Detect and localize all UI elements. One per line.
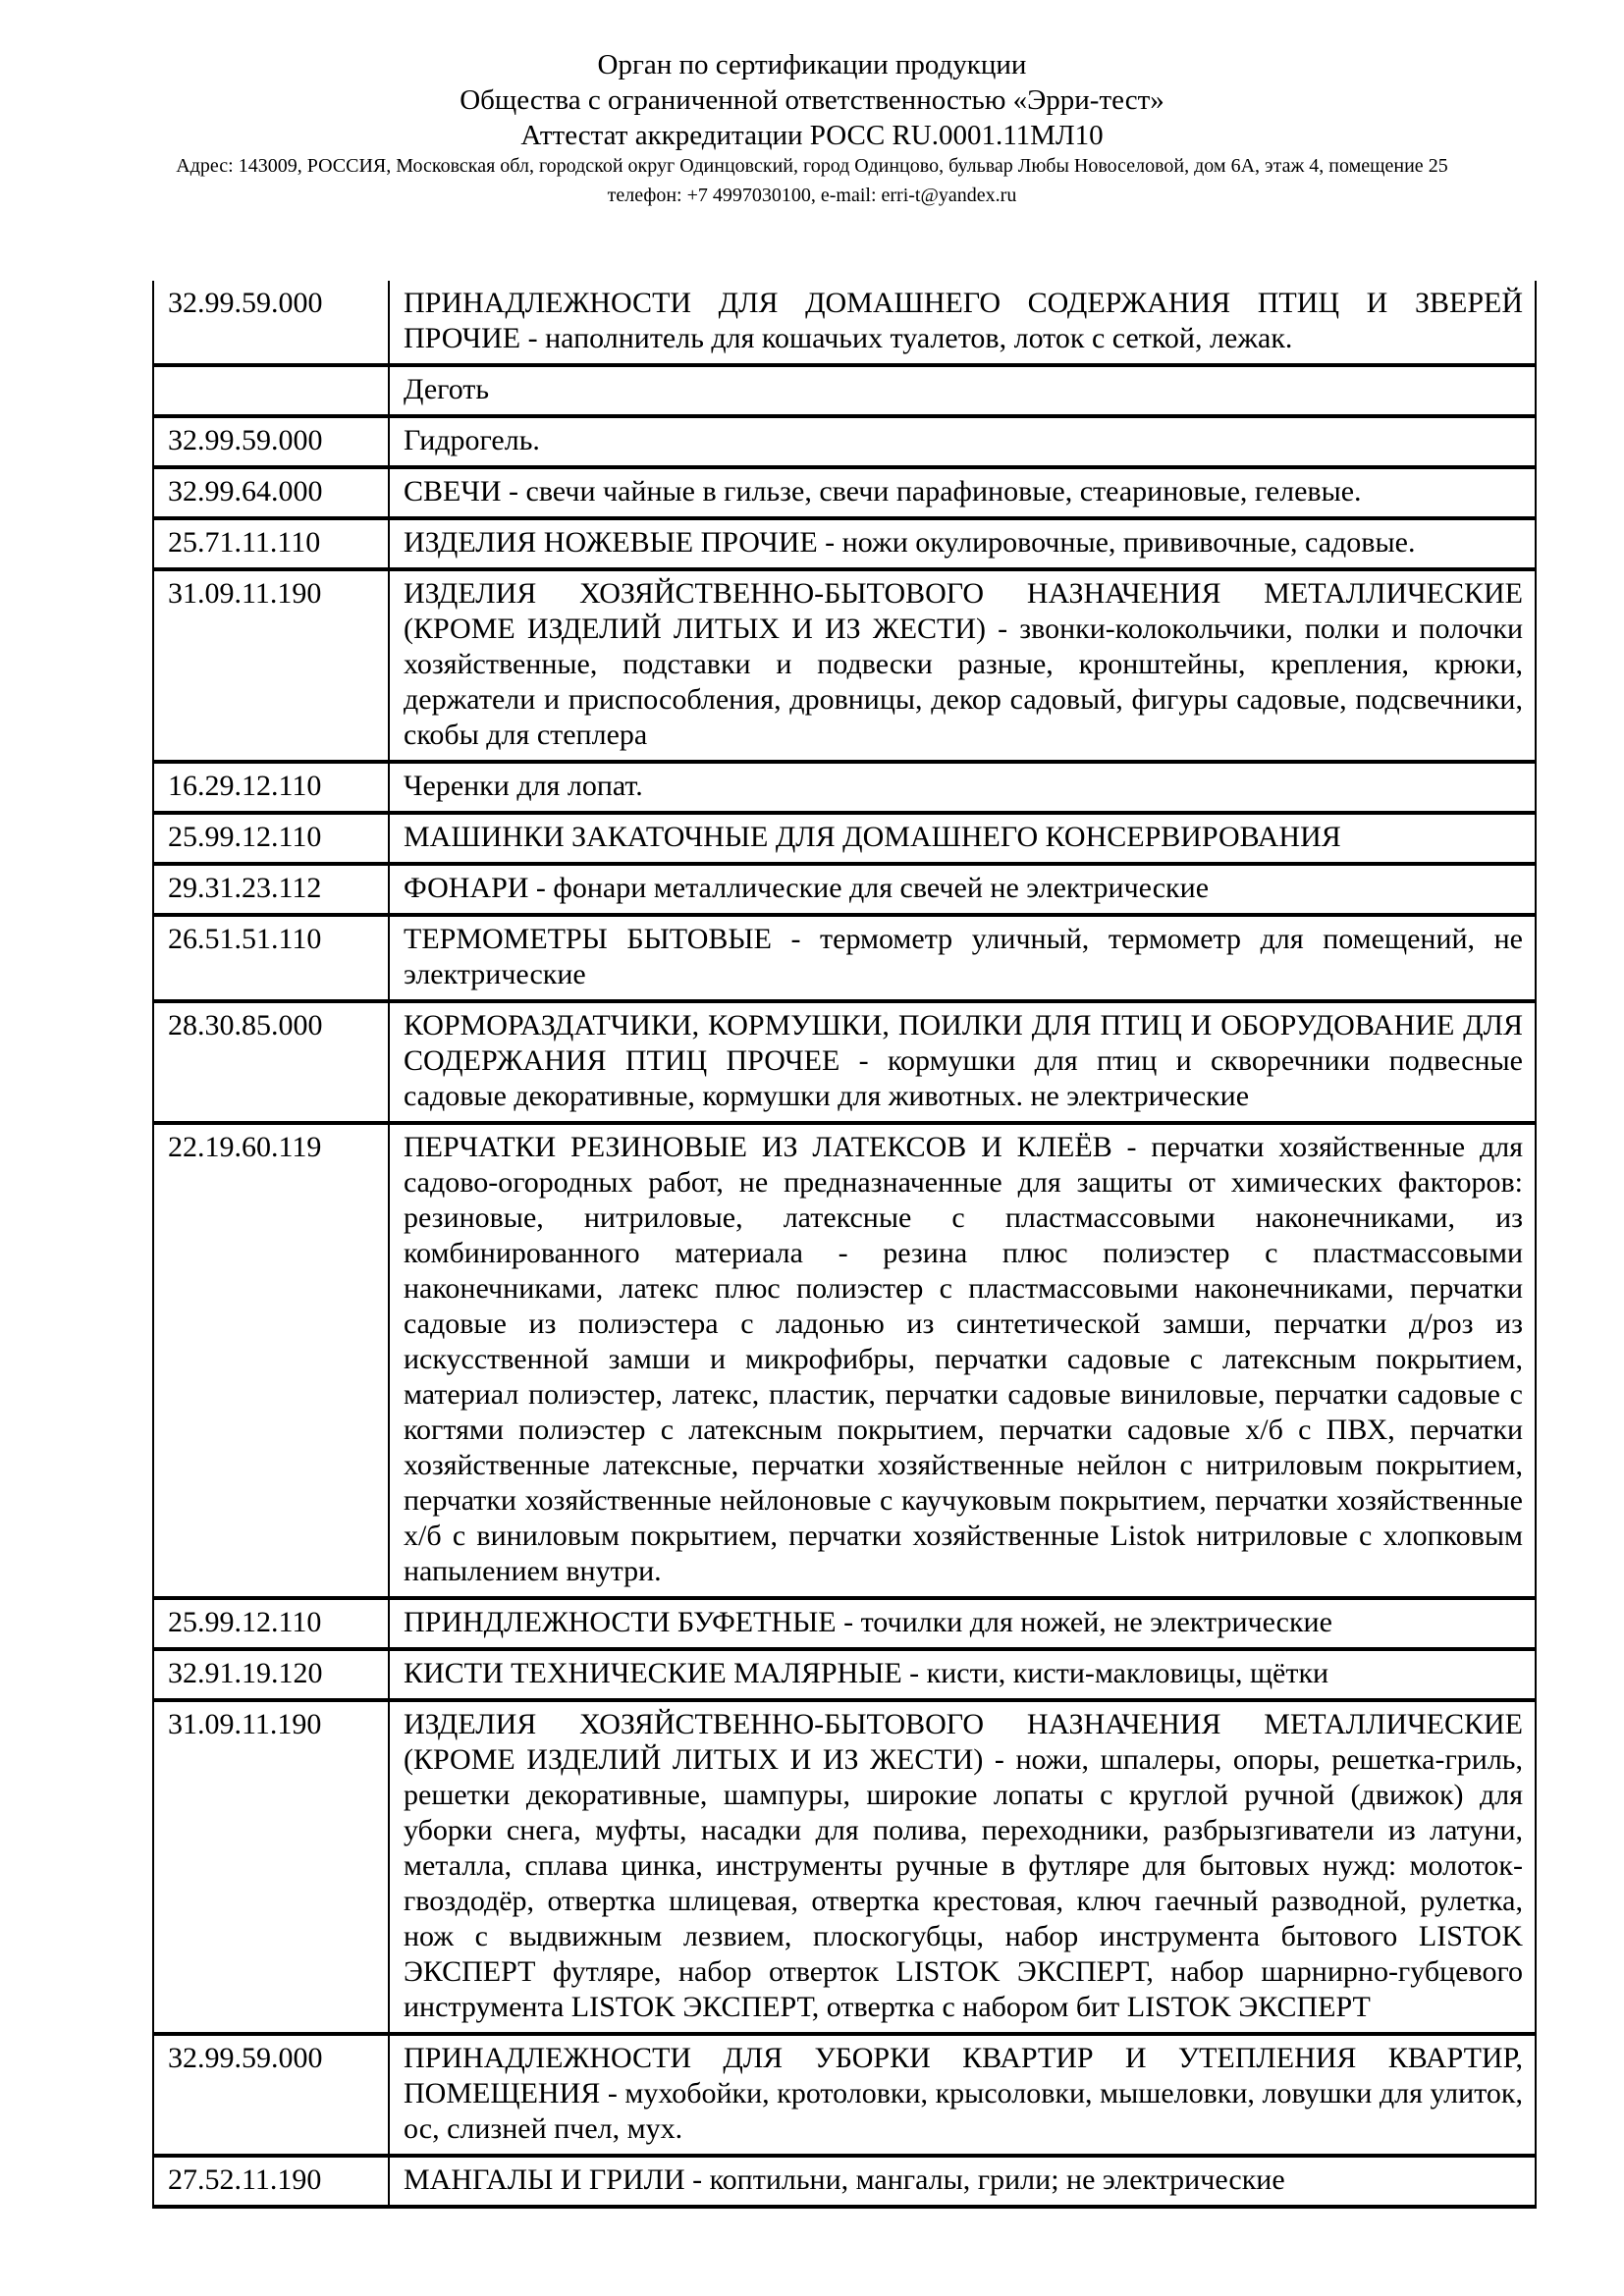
address-line: Адрес: 143009, РОССИЯ, Московская обл, городской округ Одинцовский, город Одинцово, бульвар Любы Новоселовой, дом 6А, этаж 4, помещение 25 bbox=[176, 155, 1448, 177]
table-row bbox=[153, 467, 1536, 518]
table-row bbox=[153, 365, 1536, 416]
product-code-cell: 31.09.11.190 bbox=[153, 569, 389, 762]
table-row bbox=[153, 915, 1536, 1001]
table-row bbox=[153, 864, 1536, 915]
product-description-cell: ПЕРЧАТКИ РЕЗИНОВЫЕ ИЗ ЛАТЕКСОВ И КЛЕЁВ - перчатки хозяйственные для садово-огородных работ, не предназначенные для защиты от химических факторов: резиновые, нитриловые, латексные с пластмассовыми наконечниками, из комбинированного материала - резина плюс полиэстер с пластмассовыми наконечниками, латекс плюс полиэстер с пластмассовыми наконечниками, перчатки садовые из полиэстера с ладонью из синтетической замши, перчатки д/роз из искусственной замши и микрофибры, перчатки садовые с латексным покрытием, материал полиэстер, латекс, пластик, перчатки садовые виниловые, перчатки садовые с когтями полиэстер с латексным покрытием, перчатки садовые х/б с ПВХ, перчатки хозяйственные латексные, перчатки хозяйственные нейлон с нитриловым покрытием, перчатки хозяйственные нейлоновые с каучуковым покрытием, перчатки хозяйственные х/б с виниловым покрытием, перчатки хозяйственные Listok нитриловые с хлопковым напылением внутри. bbox=[389, 1123, 1536, 1598]
product-code-cell: 32.99.64.000 bbox=[153, 467, 389, 518]
product-code-cell: 26.51.51.110 bbox=[153, 915, 389, 1001]
product-code-cell: 22.19.60.119 bbox=[153, 1123, 389, 1598]
product-code-cell: 27.52.11.190 bbox=[153, 2156, 389, 2207]
table-row bbox=[153, 2034, 1536, 2156]
product-description-cell: ПРИНДЛЕЖНОСТИ БУФЕТНЫЕ - точилки для ножей, не электрические bbox=[389, 1598, 1536, 1649]
product-description-cell: КИСТИ ТЕХНИЧЕСКИЕ МАЛЯРНЫЕ - кисти, кисти-макловицы, щётки bbox=[389, 1649, 1536, 1700]
table-row bbox=[153, 1001, 1536, 1123]
product-description-cell: МАНГАЛЫ И ГРИЛИ - коптильни, мангалы, грили; не электрические bbox=[389, 2156, 1536, 2207]
product-code-cell: 31.09.11.190 bbox=[153, 1700, 389, 2034]
product-description-cell: СВЕЧИ - свечи чайные в гильзе, свечи парафиновые, стеариновые, гелевые. bbox=[389, 467, 1536, 518]
product-code-cell: 32.99.59.000 bbox=[153, 2034, 389, 2156]
product-code-cell: 29.31.23.112 bbox=[153, 864, 389, 915]
org-title-line2: Общества с ограниченной ответственностью «Эрри-тест» bbox=[460, 84, 1164, 116]
org-title-line1: Орган по сертификации продукции bbox=[597, 49, 1027, 80]
product-description-cell: МАШИНКИ ЗАКАТОЧНЫЕ ДЛЯ ДОМАШНЕГО КОНСЕРВИРОВАНИЯ bbox=[389, 813, 1536, 864]
product-description-cell: Гидрогель. bbox=[389, 416, 1536, 467]
product-code-cell: 25.71.11.110 bbox=[153, 518, 389, 569]
document-header bbox=[0, 0, 1624, 208]
contact-line: телефон: +7 4997030100, e-mail: erri-t@yandex.ru bbox=[607, 185, 1017, 206]
table-row bbox=[153, 1649, 1536, 1700]
table-row bbox=[153, 1598, 1536, 1649]
product-code-cell: 28.30.85.000 bbox=[153, 1001, 389, 1123]
table-row bbox=[153, 762, 1536, 813]
product-code-cell: 32.99.59.000 bbox=[153, 281, 389, 365]
table-row bbox=[153, 416, 1536, 467]
accreditation-line: Аттестат аккредитации РОСС RU.0001.11МЛ10 bbox=[520, 120, 1104, 151]
product-code-cell: 25.99.12.110 bbox=[153, 813, 389, 864]
table-row bbox=[153, 281, 1536, 365]
product-code-cell: 32.99.59.000 bbox=[153, 416, 389, 467]
table-row bbox=[153, 813, 1536, 864]
product-code-cell: 25.99.12.110 bbox=[153, 1598, 389, 1649]
product-description-cell: ПРИНАДЛЕЖНОСТИ ДЛЯ УБОРКИ КВАРТИР И УТЕПЛЕНИЯ КВАРТИР, ПОМЕЩЕНИЯ - мухобойки, кротоловки, крысоловки, мышеловки, ловушки для улиток, ос, слизней пчел, мух. bbox=[389, 2034, 1536, 2156]
product-description-cell: ИЗДЕЛИЯ ХОЗЯЙСТВЕННО-БЫТОВОГО НАЗНАЧЕНИЯ МЕТАЛЛИЧЕСКИЕ (КРОМЕ ИЗДЕЛИЙ ЛИТЫХ И ИЗ ЖЕСТИ) - ножи, шпалеры, опоры, решетка-гриль, решетки декоративные, шампуры, широкие лопаты с круглой ручной (движок) для уборки снега, муфты, насадки для полива, переходники, разбрызгиватели из латуни, металла, сплава цинка, инструменты ручные в футляре для бытовых нужд: молоток-гвоздодёр, отвертка шлицевая, отвертка крестовая, ключ гаечный разводной, рулетка, нож с выдвижным лезвием, плоскогубцы, набор инструмента бытового LISTOK ЭКСПЕРТ футляре, набор отверток LISTOK ЭКСПЕРТ, набор шарнирно-губцевого инструмента LISTOK ЭКСПЕРТ, отвертка с набором бит LISTOK ЭКСПЕРТ bbox=[389, 1700, 1536, 2034]
product-description-cell: ПРИНАДЛЕЖНОСТИ ДЛЯ ДОМАШНЕГО СОДЕРЖАНИЯ ПТИЦ И ЗВЕРЕЙ ПРОЧИЕ - наполнитель для кошачьих туалетов, лоток с сеткой, лежак. bbox=[389, 281, 1536, 365]
product-table bbox=[152, 281, 1537, 2209]
table-row bbox=[153, 569, 1536, 762]
product-code-cell bbox=[153, 365, 389, 416]
table-row bbox=[153, 1123, 1536, 1598]
table-row bbox=[153, 1700, 1536, 2034]
table-row bbox=[153, 2156, 1536, 2207]
product-description-cell: ИЗДЕЛИЯ НОЖЕВЫЕ ПРОЧИЕ - ножи окулировочные, прививочные, садовые. bbox=[389, 518, 1536, 569]
product-description-cell: Деготь bbox=[389, 365, 1536, 416]
product-description-cell: ИЗДЕЛИЯ ХОЗЯЙСТВЕННО-БЫТОВОГО НАЗНАЧЕНИЯ МЕТАЛЛИЧЕСКИЕ (КРОМЕ ИЗДЕЛИЙ ЛИТЫХ И ИЗ ЖЕСТИ) - звонки-колокольчики, полки и полочки хозяйственные, подставки и подвески разные, кронштейны, крепления, крюки, держатели и приспособления, дровницы, декор садовый, фигуры садовые, подсвечники, скобы для степлера bbox=[389, 569, 1536, 762]
product-description-cell: Черенки для лопат. bbox=[389, 762, 1536, 813]
product-description-cell: КОРМОРАЗДАТЧИКИ, КОРМУШКИ, ПОИЛКИ ДЛЯ ПТИЦ И ОБОРУДОВАНИЕ ДЛЯ СОДЕРЖАНИЯ ПТИЦ ПРОЧЕЕ - кормушки для птиц и скворечники подвесные садовые декоративные, кормушки для животных. не электрические bbox=[389, 1001, 1536, 1123]
product-description-cell: ТЕРМОМЕТРЫ БЫТОВЫЕ - термометр уличный, термометр для помещений, не электрические bbox=[389, 915, 1536, 1001]
product-code-cell: 16.29.12.110 bbox=[153, 762, 389, 813]
product-code-cell: 32.91.19.120 bbox=[153, 1649, 389, 1700]
table-row bbox=[153, 518, 1536, 569]
product-description-cell: ФОНАРИ - фонари металлические для свечей не электрические bbox=[389, 864, 1536, 915]
